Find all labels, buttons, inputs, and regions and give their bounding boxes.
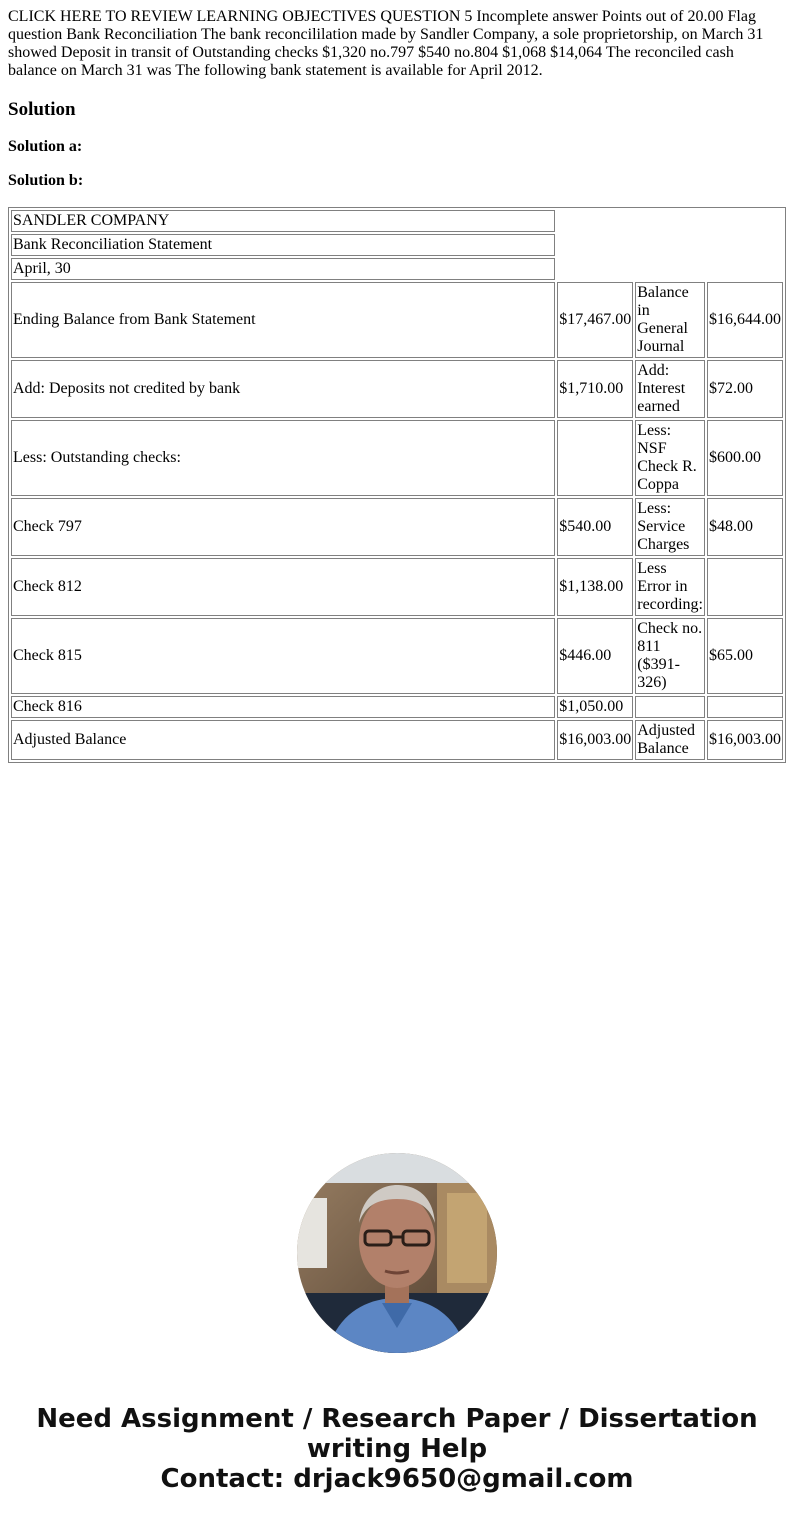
left-label: Add: Deposits not credited by bank <box>11 360 555 418</box>
left-amount: $1,050.00 <box>557 696 633 718</box>
table-row-company <box>11 210 783 232</box>
left-amount: $446.00 <box>557 618 633 694</box>
left-amount: $540.00 <box>557 498 633 556</box>
right-label: Less Error in recording: <box>635 558 705 616</box>
table-row <box>11 420 783 496</box>
empty-cell <box>557 234 783 256</box>
table-row-date <box>11 258 783 280</box>
company-name: SANDLER COMPANY <box>11 210 555 232</box>
right-amount: $48.00 <box>707 498 783 556</box>
promo-banner <box>0 1404 794 1494</box>
right-label: Less: Service Charges <box>635 498 705 556</box>
left-label: Check 812 <box>11 558 555 616</box>
table-row <box>11 558 783 616</box>
right-amount: $65.00 <box>707 618 783 694</box>
right-amount <box>707 696 783 718</box>
right-label: Adjusted Balance <box>635 720 705 760</box>
right-label <box>635 696 705 718</box>
table-row <box>11 618 783 694</box>
promo-contact: Contact: drjack9650@gmail.com <box>160 1464 634 1494</box>
left-amount: $1,710.00 <box>557 360 633 418</box>
table-row <box>11 360 783 418</box>
left-label: Ending Balance from Bank Statement <box>11 282 555 358</box>
left-label: Check 797 <box>11 498 555 556</box>
solution-heading: Solution <box>8 99 76 120</box>
solution-a-heading: Solution a: <box>8 138 83 155</box>
right-label: Check no. 811 ($391-326) <box>635 618 705 694</box>
statement-title: Bank Reconciliation Statement <box>11 234 555 256</box>
avatar <box>297 1153 497 1353</box>
right-label: Add: Interest earned <box>635 360 705 418</box>
left-amount: $16,003.00 <box>557 720 633 760</box>
bank-reconciliation-table <box>8 207 786 763</box>
table-row <box>11 282 783 358</box>
table-row <box>11 720 783 760</box>
right-amount: $72.00 <box>707 360 783 418</box>
table-row <box>11 498 783 556</box>
left-amount: $1,138.00 <box>557 558 633 616</box>
promo-line-2: writing Help <box>306 1434 488 1464</box>
left-label: Check 816 <box>11 696 555 718</box>
right-label: Less: NSF Check R. Coppa <box>635 420 705 496</box>
promo-line-1: Need Assignment / Research Paper / Dissertation <box>36 1404 758 1434</box>
left-label: Less: Outstanding checks: <box>11 420 555 496</box>
right-amount: $600.00 <box>707 420 783 496</box>
right-amount: $16,644.00 <box>707 282 783 358</box>
empty-cell <box>557 258 783 280</box>
left-label: Check 815 <box>11 618 555 694</box>
left-amount <box>557 420 633 496</box>
question-text: CLICK HERE TO REVIEW LEARNING OBJECTIVES QUESTION 5 Incomplete answer Points out of 20.00 Flag question Bank Reconciliation The bank reconcililation made by Sandler Company, a sole proprietorship, on March 31 showed Deposit in transit of Outstanding checks $1,320 no.797 $540 no.804 $1,068 $14,064 The reconciled cash balance on March 31 was The following bank statement is available for April 2012. <box>8 8 764 79</box>
table-row <box>11 696 783 718</box>
left-label: Adjusted Balance <box>11 720 555 760</box>
right-label: Balance in General Journal <box>635 282 705 358</box>
statement-date: April, 30 <box>11 258 555 280</box>
right-amount <box>707 558 783 616</box>
solution-b-heading: Solution b: <box>8 172 84 189</box>
table-row-title <box>11 234 783 256</box>
left-amount: $17,467.00 <box>557 282 633 358</box>
portrait-image <box>297 1153 497 1353</box>
empty-cell <box>557 210 783 232</box>
right-amount: $16,003.00 <box>707 720 783 760</box>
